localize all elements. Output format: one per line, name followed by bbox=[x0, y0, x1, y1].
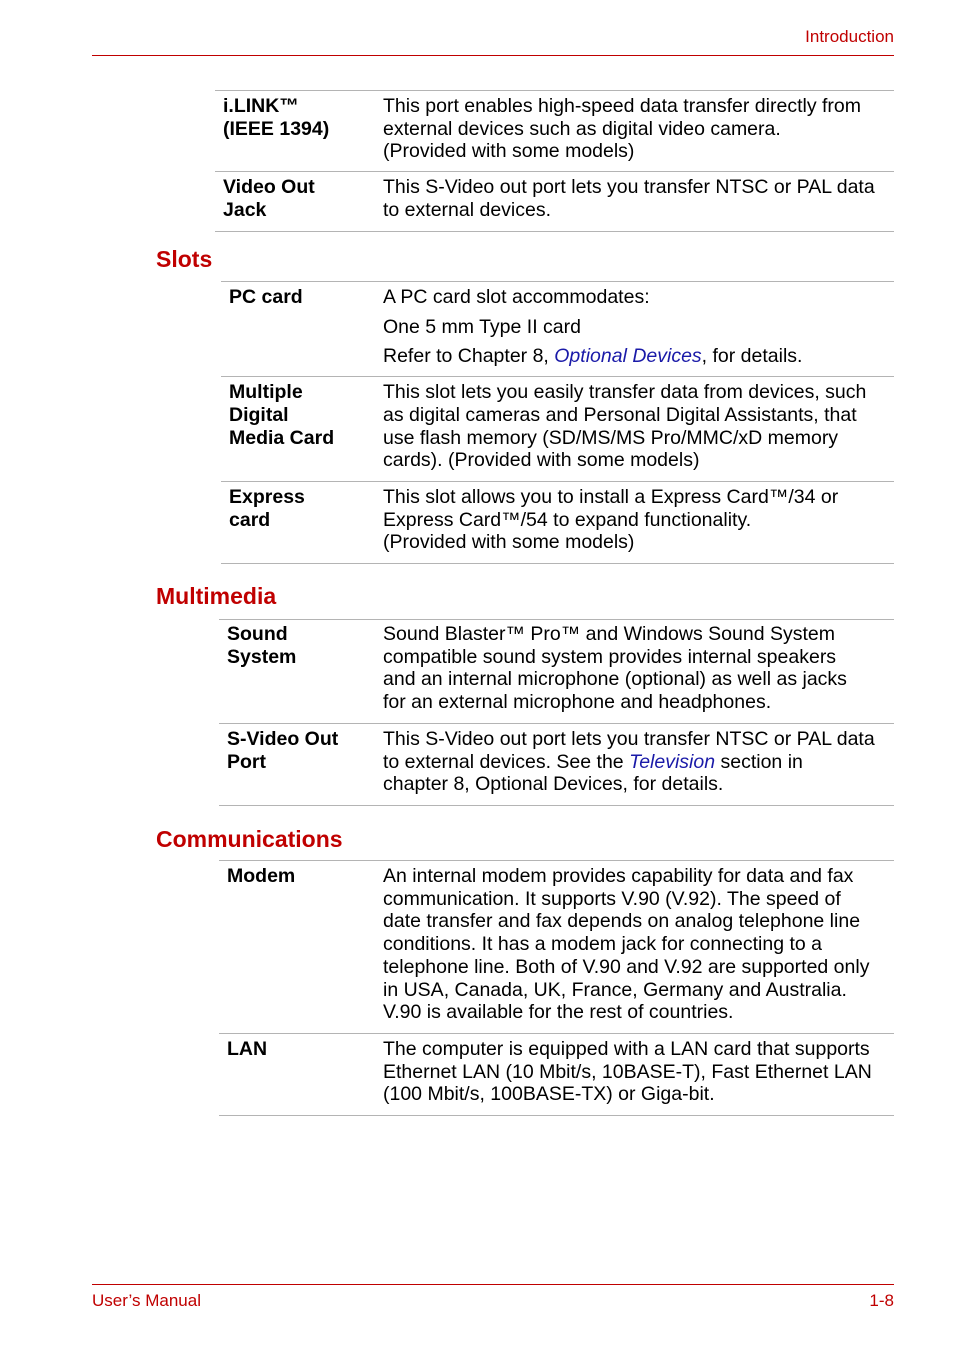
desc-line: This S-Video out port lets you transfer NTSC or PAL data bbox=[383, 727, 875, 750]
footer-rule bbox=[92, 1284, 894, 1285]
desc-line: cards). (Provided with some models) bbox=[383, 449, 700, 472]
desc-line: external devices such as digital video camera. bbox=[383, 117, 781, 140]
term-cell bbox=[219, 861, 383, 1034]
term-line: Media Card bbox=[229, 426, 335, 449]
desc-line: (Provided with some models) bbox=[383, 140, 635, 163]
header-rule bbox=[92, 55, 894, 56]
table-row bbox=[219, 1033, 894, 1115]
desc-line: Ethernet LAN (10 Mbit/s, 10BASE-T), Fast Ethernet LAN bbox=[383, 1060, 872, 1083]
desc-line: An internal modem provides capability for data and fax bbox=[383, 865, 854, 887]
text-run: Refer to Chapter 8, bbox=[383, 345, 555, 368]
desc-line: (Provided with some models) bbox=[383, 531, 635, 554]
desc-line: use flash memory (SD/MS/MS Pro/MMC/xD memory bbox=[383, 426, 839, 449]
table-row bbox=[215, 91, 894, 172]
term-cell bbox=[219, 1033, 383, 1115]
desc-line bbox=[383, 751, 894, 774]
term-cell bbox=[219, 620, 383, 724]
desc-line: V.90 is available for the rest of countries. bbox=[383, 1001, 734, 1024]
table-row bbox=[215, 172, 894, 231]
desc-line: communication. It supports V.90 (V.92). The speed of bbox=[383, 887, 841, 910]
section-heading-multimedia: Multimedia bbox=[156, 583, 277, 609]
term-line: card bbox=[229, 508, 271, 531]
desc-line: and an internal microphone (optional) as well as jacks bbox=[383, 668, 847, 691]
television-link[interactable]: Television bbox=[629, 750, 716, 773]
text-run: to external devices. See the bbox=[383, 750, 630, 773]
desc-cell bbox=[383, 91, 894, 172]
desc-line: as digital cameras and Personal Digital Assistants, that bbox=[383, 403, 857, 426]
term-cell bbox=[219, 723, 383, 805]
desc-line: for an external microphone and headphones. bbox=[383, 691, 772, 714]
slots-table bbox=[221, 281, 894, 564]
table-row bbox=[219, 620, 894, 724]
multimedia-table bbox=[219, 619, 894, 806]
desc-line: This S-Video out port lets you transfer NTSC or PAL data bbox=[383, 176, 875, 199]
term-cell bbox=[221, 282, 383, 377]
term-line: Sound bbox=[227, 623, 288, 645]
term-line: Modem bbox=[227, 865, 296, 887]
desc-cell bbox=[383, 481, 894, 563]
desc-line: chapter 8, Optional Devices, for details. bbox=[383, 773, 724, 796]
table-row bbox=[221, 282, 894, 377]
table-row bbox=[221, 481, 894, 563]
desc-paragraph bbox=[383, 316, 894, 339]
desc-line: compatible sound system provides internal speakers bbox=[383, 645, 837, 668]
desc-paragraph bbox=[383, 345, 894, 368]
desc-cell bbox=[383, 723, 894, 805]
desc-line: The computer is equipped with a LAN card that supports bbox=[383, 1037, 870, 1060]
section-heading-slots: Slots bbox=[156, 246, 213, 272]
text-run: section in bbox=[715, 750, 803, 773]
table-row bbox=[219, 861, 894, 1034]
term-line: (IEEE 1394) bbox=[223, 117, 330, 140]
desc-line: This slot lets you easily transfer data from devices, such bbox=[383, 381, 867, 404]
ports-table bbox=[215, 90, 894, 232]
desc-line: This slot allows you to install a Express Card™/34 or bbox=[383, 485, 839, 508]
term-cell bbox=[221, 481, 383, 563]
term-cell bbox=[215, 172, 383, 231]
table-row bbox=[221, 377, 894, 482]
term-cell bbox=[221, 377, 383, 482]
term-line: System bbox=[227, 645, 297, 668]
desc-cell bbox=[383, 1033, 894, 1115]
term-line: Jack bbox=[223, 198, 267, 221]
page-number: 1-8 bbox=[869, 1291, 894, 1310]
desc-line: telephone line. Both of V.90 and V.92 are supported only bbox=[383, 955, 870, 978]
desc-line: Express Card™/54 to expand functionality. bbox=[383, 508, 752, 531]
desc-cell bbox=[383, 172, 894, 231]
desc-line: conditions. It has a modem jack for connecting to a bbox=[383, 933, 822, 956]
communications-table bbox=[219, 860, 894, 1116]
term-line: Digital bbox=[229, 403, 289, 426]
desc-cell bbox=[383, 377, 894, 482]
table-row bbox=[219, 723, 894, 805]
desc-cell bbox=[383, 282, 894, 377]
term-line: i.LINK™ bbox=[223, 95, 299, 117]
section-heading-communications: Communications bbox=[156, 826, 343, 852]
desc-line: (100 Mbit/s, 100BASE-TX) or Giga-bit. bbox=[383, 1083, 715, 1106]
desc-line: Sound Blaster™ Pro™ and Windows Sound System bbox=[383, 623, 835, 645]
desc-line: This port enables high-speed data transfer directly from bbox=[383, 95, 861, 117]
desc-paragraph: A PC card slot accommodates: bbox=[383, 286, 650, 308]
desc-cell bbox=[383, 620, 894, 724]
optional-devices-link[interactable]: Optional Devices bbox=[554, 345, 702, 368]
term-line: Express bbox=[229, 485, 305, 508]
footer-title: User’s Manual bbox=[92, 1291, 201, 1310]
term-line: Multiple bbox=[229, 381, 303, 404]
term-line: LAN bbox=[227, 1037, 268, 1060]
desc-line: in USA, Canada, UK, France, Germany and Australia. bbox=[383, 978, 847, 1001]
desc-line: date transfer and fax depends on analog telephone line bbox=[383, 910, 861, 933]
running-header: Introduction bbox=[805, 27, 894, 46]
text-run: , for details. bbox=[701, 345, 803, 368]
term-line: Video Out bbox=[223, 176, 315, 199]
term-line: S-Video Out bbox=[227, 727, 339, 750]
term-line: PC card bbox=[229, 286, 303, 308]
desc-cell bbox=[383, 861, 894, 1034]
term-cell bbox=[215, 91, 383, 172]
desc-line: to external devices. bbox=[383, 198, 552, 221]
term-line: Port bbox=[227, 750, 266, 773]
text-run: One 5 mm Type II card bbox=[383, 315, 581, 338]
